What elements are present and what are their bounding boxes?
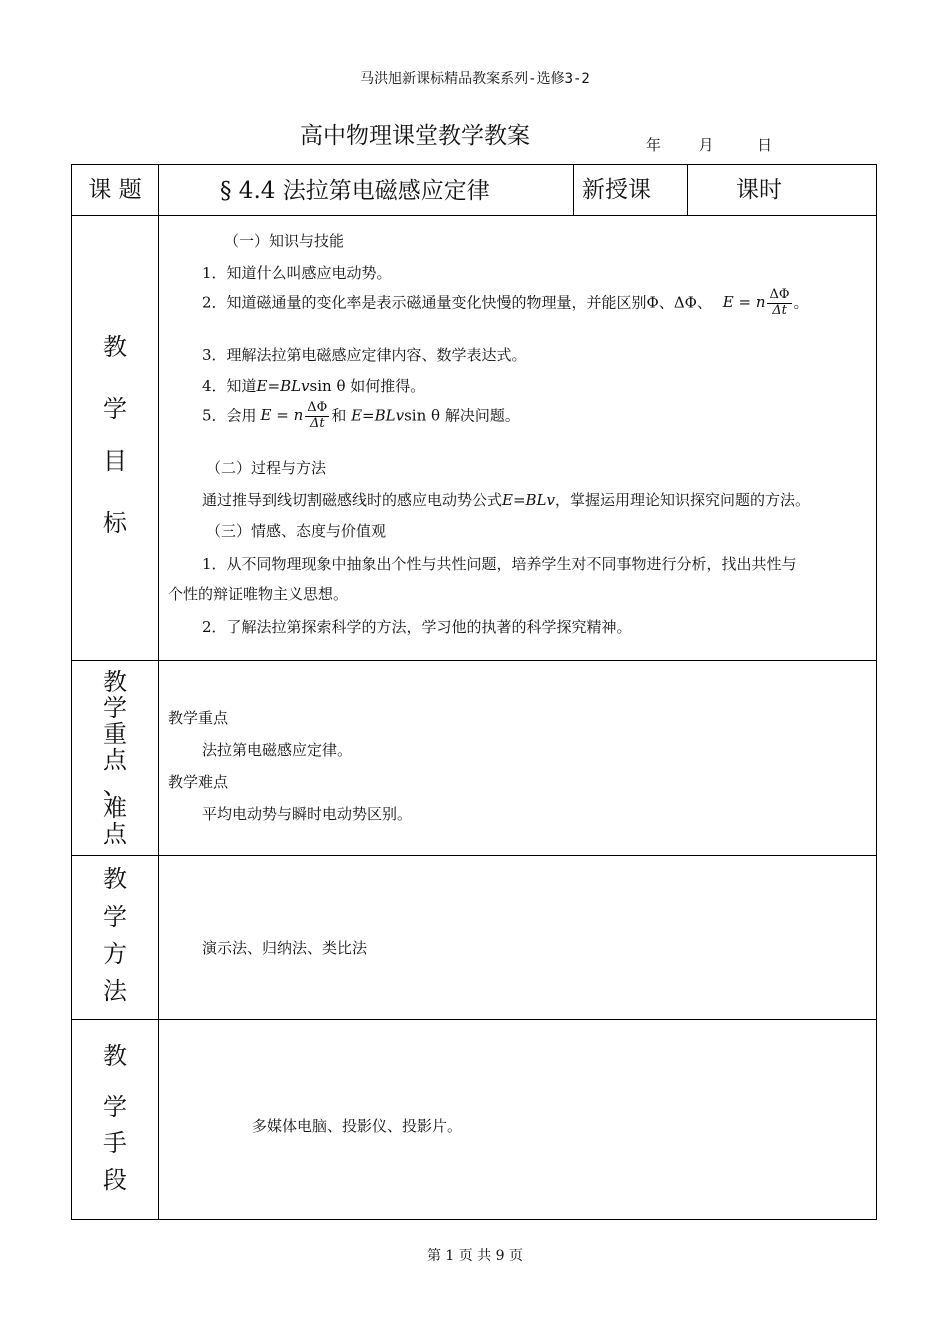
key-point-text: 法拉第电磁感应定律。 <box>202 741 353 759</box>
difficulty-text: 平均电动势与瞬时电动势区别。 <box>202 805 413 823</box>
objective-item: 2．了解法拉第探索科学的方法，学习他的执著的科学探究精神。 <box>202 618 632 636</box>
periods-label: 课时 <box>736 177 782 203</box>
objective-item: 5．会用 E = n $\frac{\Delta\Phi}{\Delta t}$ 和 E=BLvsin θ 解决问题。 <box>202 400 520 431</box>
lesson-type: 新授课 <box>582 177 651 203</box>
objective-item-continued: 个性的辩证唯物主义思想。 <box>168 585 349 603</box>
date-line <box>646 134 772 155</box>
key-point-title: 教学重点 <box>168 709 229 727</box>
page-header: 马洪旭新课标精品教案系列-选修3-2 <box>360 71 590 87</box>
means-text: 多媒体电脑、投影仪、投影片。 <box>252 1117 463 1135</box>
formula-fraction: $\frac{\Delta\Phi}{\Delta t}$ <box>307 400 328 431</box>
date-year: 年 <box>646 136 662 154</box>
methods-text: 演示法、归纳法、类比法 <box>202 939 368 957</box>
objective-item: 1．从不同物理现象中抽象出个性与共性问题，培养学生对不同事物进行分析，找出共性与 <box>202 555 797 573</box>
formula-fraction: $\frac{\Delta\Phi}{\Delta t}$ <box>769 287 790 318</box>
lesson-plan-table: 课 题 § 4.4 法拉第电磁感应定律 新授课 课时 教 学 目 标 （一）知识与技能 1．知道什么叫感应电动势。 2．知道磁通量的变化率是表示磁通量变化快慢的物理量，并能区别Φ、ΔΦ、 E = n $\frac{\Delta\Phi}{\Delta t}$ 。 3．理解法拉第电磁感应定律内容、数学表达式。 4．知道E=BLvsin θ 如何推得。 5．会用 E = n $\frac{\Delta\Phi}{\Delta t}$ 和 E=BLvsin θ 解决问题。 （二）过程与方法 通过推导到线切割磁感线时的感应电动势公式E=BLv，掌握运用理论知识探究问题的方法。 （三）情感、态度与价值观 1．从不同物理现象中抽象出个性与共性问题，培养学生对不同事物进行分析，找出共性与 个性的辩证唯物主义思想。 2．了解法拉第探索科学的方法，学习他的执著的科学探究精神。 教 学 重 点 、 难 点 教学重点 法拉第电磁感应定律。 教学难点 平均电动势与瞬时电动势区别。 教 学 方 法 演示法、归纳法、类比法 教 学 手 段 多媒体电脑、投影仪、投影片。 <box>71 164 877 1220</box>
objective-item: 1．知道什么叫感应电动势。 <box>202 264 392 282</box>
objectives-section2-title: （二）过程与方法 <box>206 459 327 477</box>
objectives-section1-title: （一）知识与技能 <box>224 232 345 250</box>
objective-item: 2．知道磁通量的变化率是表示磁通量变化快慢的物理量，并能区别Φ、ΔΦ、 E = n $\frac{\Delta\Phi}{\Delta t}$ 。 <box>202 287 809 318</box>
date-month: 月 <box>698 136 714 154</box>
objectives-section2-text: 通过推导到线切割磁感线时的感应电动势公式E=BLv，掌握运用理论知识探究问题的方法。 <box>202 491 811 509</box>
objectives-section3-title: （三）情感、态度与价值观 <box>206 522 387 540</box>
lesson-topic: § 4.4 法拉第电磁感应定律 <box>220 178 490 204</box>
page-footer: 第 1 页 共 9 页 <box>426 1248 524 1264</box>
objective-item: 3．理解法拉第电磁感应定律内容、数学表达式。 <box>202 346 527 364</box>
difficulty-title: 教学难点 <box>168 773 229 791</box>
document-title: 高中物理课堂教学教案 <box>300 123 530 149</box>
date-day: 日 <box>757 136 773 154</box>
objective-item: 4．知道E=BLvsin θ 如何推得。 <box>202 377 426 395</box>
topic-label: 课 题 <box>88 177 142 203</box>
